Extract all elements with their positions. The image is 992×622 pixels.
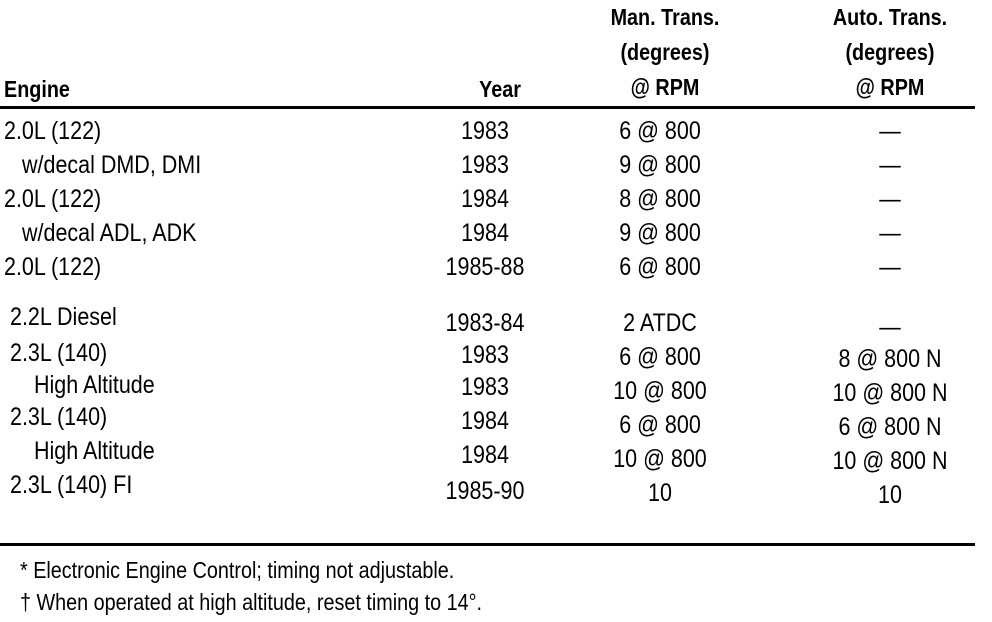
cell-year: 1983: [461, 341, 509, 369]
cell-engine: High Altitude: [34, 371, 155, 399]
cell-auto: —: [879, 219, 901, 247]
cell-engine: 2.0L (122): [4, 185, 102, 213]
footer-rule: [0, 543, 975, 546]
cell-engine: 2.3L (140): [10, 403, 108, 431]
cell-auto: —: [879, 313, 901, 341]
header-rule: [0, 106, 975, 109]
cell-man: 2 ATDC: [623, 309, 697, 337]
header-engine: Engine: [4, 76, 70, 102]
cell-year: 1983: [461, 151, 509, 179]
cell-auto: —: [879, 151, 901, 179]
cell-engine: 2.0L (122): [4, 117, 102, 145]
cell-year: 1985-90: [445, 477, 525, 505]
cell-man: 6 @ 800: [619, 117, 701, 145]
cell-man: 6 @ 800: [619, 411, 701, 439]
header-man-line2: (degrees): [620, 39, 710, 65]
cell-year: 1984: [461, 219, 509, 247]
header-man-line1: Man. Trans.: [610, 4, 720, 30]
cell-auto: 10 @ 800 N: [832, 379, 948, 407]
cell-engine: High Altitude: [34, 437, 155, 465]
cell-man: 10: [648, 479, 672, 507]
cell-year: 1984: [461, 407, 509, 435]
footnote-high-altitude: † When operated at high altitude, reset timing to 14°.: [20, 589, 483, 615]
cell-man: 9 @ 800: [619, 151, 701, 179]
cell-year: 1985-88: [445, 253, 525, 281]
cell-engine: 2.3L (140) FI: [10, 471, 133, 499]
header-auto-line2: (degrees): [845, 39, 935, 65]
cell-auto: —: [879, 117, 901, 145]
cell-auto: 6 @ 800 N: [838, 413, 942, 441]
cell-year: 1983: [461, 373, 509, 401]
cell-engine: w/decal DMD, DMI: [22, 151, 202, 179]
cell-year: 1984: [461, 185, 509, 213]
cell-man: 6 @ 800: [619, 343, 701, 371]
footnote-eec: * Electronic Engine Control; timing not adjustable.: [20, 557, 455, 583]
cell-year: 1983: [461, 117, 509, 145]
cell-man: 9 @ 800: [619, 219, 701, 247]
cell-auto: —: [879, 253, 901, 281]
cell-auto: 10: [878, 481, 902, 509]
cell-engine: 2.2L Diesel: [10, 303, 117, 331]
cell-engine: 2.0L (122): [4, 253, 102, 281]
cell-auto: 8 @ 800 N: [838, 345, 942, 373]
cell-man: 10 @ 800: [613, 445, 707, 473]
header-year: Year: [479, 76, 521, 102]
cell-auto: 10 @ 800 N: [832, 447, 948, 475]
cell-year: 1983-84: [445, 309, 525, 337]
cell-man: 8 @ 800: [619, 185, 701, 213]
cell-auto: —: [879, 185, 901, 213]
header-auto-line1: Auto. Trans.: [832, 4, 948, 30]
header-man-line3: @ RPM: [630, 74, 700, 100]
cell-man: 10 @ 800: [613, 377, 707, 405]
cell-man: 6 @ 800: [619, 253, 701, 281]
cell-year: 1984: [461, 441, 509, 469]
header-auto-line3: @ RPM: [855, 74, 925, 100]
cell-engine: w/decal ADL, ADK: [22, 219, 197, 247]
cell-engine: 2.3L (140): [10, 339, 108, 367]
